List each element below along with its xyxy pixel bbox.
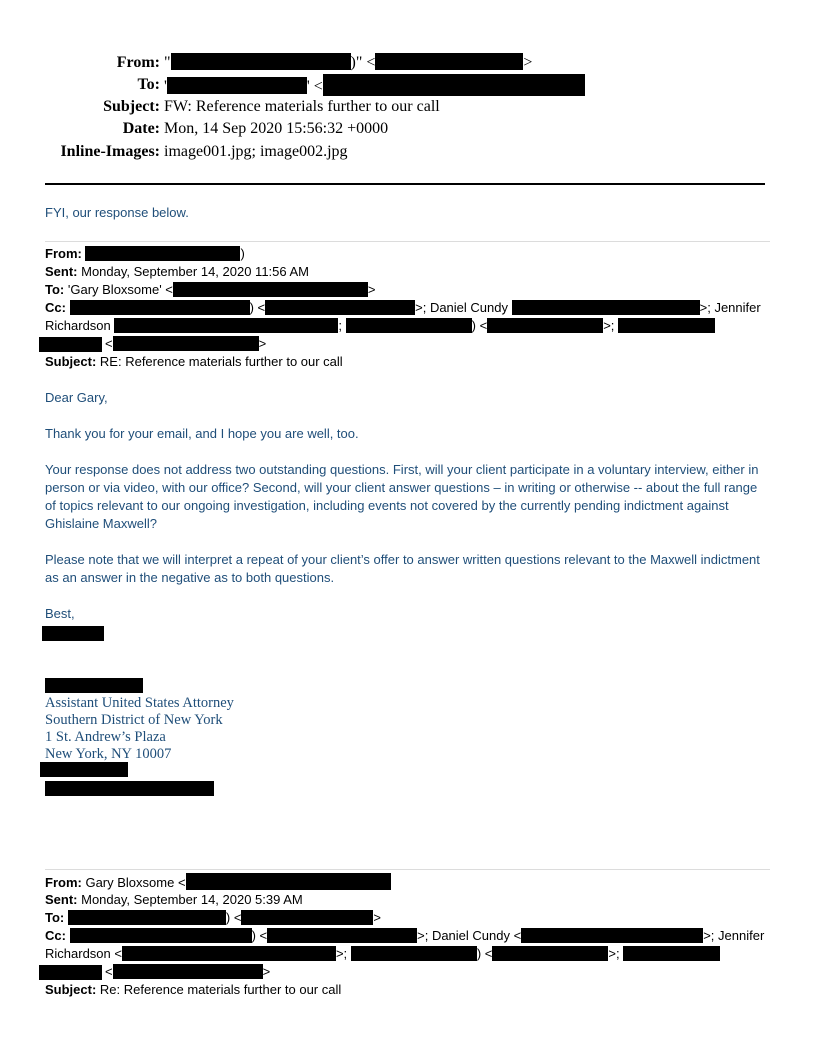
redaction — [85, 246, 240, 261]
subject-value: FW: Reference materials further to our call — [164, 98, 440, 115]
redaction — [113, 964, 263, 979]
redaction — [39, 965, 102, 980]
email1-cc-line2: Richardson ; ) < >; — [45, 317, 715, 335]
email1-cc: Cc: ) < >; Daniel Cundy >; Jennifer — [45, 300, 761, 315]
redaction — [171, 53, 351, 70]
redaction — [114, 318, 338, 333]
email1-divider — [45, 241, 770, 242]
signature-office: Southern District of New York — [45, 712, 223, 728]
redaction — [323, 74, 585, 96]
redaction — [45, 781, 214, 796]
inline-images-label: Inline-Images: — [60, 143, 160, 160]
closing: Best, — [45, 606, 75, 621]
redaction — [68, 910, 226, 925]
redaction — [351, 946, 477, 961]
date-value: Mon, 14 Sep 2020 15:56:32 +0000 — [164, 120, 389, 137]
redaction — [267, 928, 417, 943]
redaction — [186, 873, 391, 890]
email1-sent: Sent: Monday, September 14, 2020 11:56 AM — [45, 264, 310, 279]
greeting: Dear Gary, — [45, 390, 108, 405]
body-paragraph-2: Your response does not address two outstanding questions. First, will your client participate in a voluntary interview, either in person or via video, with our office? Second, will your client answer questions – in writing or otherwise -- about the full range of topics relevant to our ongoing investigation, including events not covered by the currently pending indictment against Ghislaine Maxwell? — [45, 462, 759, 531]
signature-title: Assistant United States Attorney — [45, 695, 234, 711]
redaction — [375, 53, 523, 70]
redaction — [492, 946, 608, 961]
redaction — [42, 626, 104, 641]
from-value: " )" < > — [164, 54, 533, 71]
redaction — [122, 946, 336, 961]
to-label: To: — [137, 76, 160, 93]
redaction — [618, 318, 715, 333]
email1-to: To: 'Gary Bloxsome' < > — [45, 282, 376, 297]
redaction — [521, 928, 703, 943]
header-divider — [45, 183, 765, 185]
redaction — [40, 762, 128, 777]
redaction — [167, 77, 307, 94]
body-paragraph-1: Thank you for your email, and I hope you are well, too. — [45, 426, 359, 441]
email2-cc: Cc: ) < >; Daniel Cundy < >; Jennifer — [45, 928, 765, 943]
email2-subject: Subject: Re: Reference materials further to our call — [45, 982, 342, 997]
redaction — [173, 282, 368, 297]
signature-street: 1 St. Andrew’s Plaza — [45, 729, 166, 745]
email2-sent: Sent: Monday, September 14, 2020 5:39 AM — [45, 892, 303, 907]
email2-from: From: Gary Bloxsome < — [45, 873, 391, 892]
redaction — [346, 318, 472, 333]
body-paragraph-3: Please note that we will interpret a repeat of your client’s offer to answer written questions relevant to the Maxwell indictment as an answer in the negative as to both questions. — [45, 552, 760, 585]
redaction — [70, 300, 250, 315]
signature-city: New York, NY 10007 — [45, 746, 172, 762]
inline-images-value: image001.jpg; image002.jpg — [164, 143, 348, 160]
redaction — [45, 678, 143, 693]
email2-cc-line3: < > — [105, 964, 271, 979]
email1-subject: Subject: RE: Reference materials further to our call — [45, 354, 343, 369]
email1-from: From: ) — [45, 246, 245, 261]
date-label: Date: — [122, 120, 160, 137]
subject-label: Subject: — [103, 98, 160, 115]
email2-divider — [45, 869, 770, 870]
redaction — [623, 946, 720, 961]
redaction — [113, 336, 259, 351]
redaction — [70, 928, 252, 943]
email1-cc-line3: < > — [105, 336, 267, 351]
redaction — [241, 910, 373, 925]
redaction — [265, 300, 415, 315]
from-label: From: — [116, 54, 160, 71]
fyi-text: FYI, our response below. — [45, 205, 189, 220]
email2-cc-line2: Richardson < >; ) < >; — [45, 945, 720, 963]
to-value: ' ' < — [164, 74, 585, 98]
redaction — [487, 318, 603, 333]
redaction — [39, 337, 102, 352]
redaction — [512, 300, 700, 315]
email2-to: To: ) < > — [45, 910, 382, 925]
